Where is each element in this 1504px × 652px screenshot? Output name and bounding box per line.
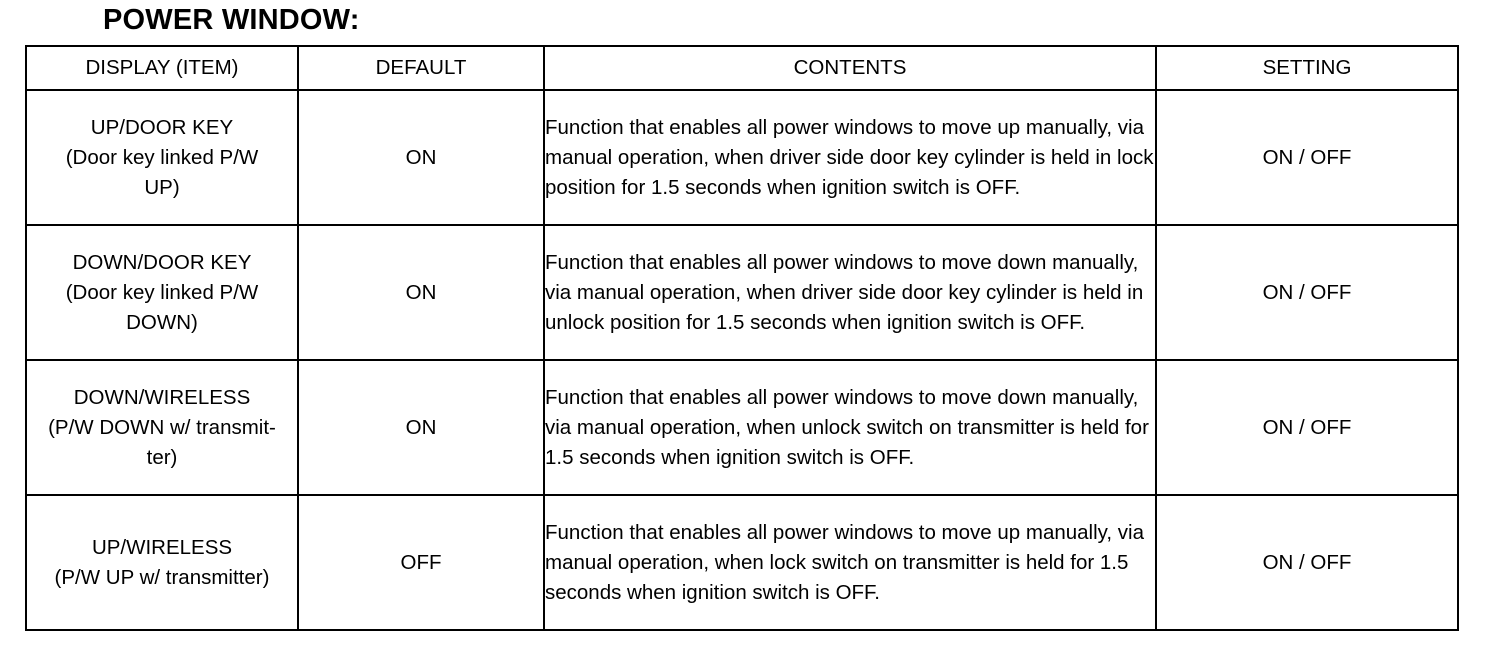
display-item-name: UP/DOOR KEY <box>90 115 234 139</box>
table-row <box>26 360 1458 495</box>
page-title: POWER WINDOW: <box>103 4 360 36</box>
default-value-cell: ON <box>298 225 544 360</box>
display-item-description: (Door key linked P/W <box>65 280 259 304</box>
display-item-description: (Door key linked P/W <box>65 145 259 169</box>
column-header-display: DISPLAY (ITEM) <box>26 46 298 90</box>
display-item-name: DOWN/WIRELESS <box>73 385 251 409</box>
display-item-description: (P/W DOWN w/ transmit- <box>48 415 276 439</box>
setting-options-cell: ON / OFF <box>1156 360 1458 495</box>
setting-options-cell: ON / OFF <box>1156 495 1458 630</box>
power-window-settings-table <box>25 45 1459 631</box>
column-header-setting: SETTING <box>1156 46 1458 90</box>
column-header-default: DEFAULT <box>298 46 544 90</box>
contents-cell: Function that enables all power windows to move down manually, via manual operation, when unlock switch on transmitter is held for 1.5 seconds when ignition switch is OFF. <box>544 360 1156 495</box>
default-value-cell: OFF <box>298 495 544 630</box>
default-value-cell: ON <box>298 360 544 495</box>
default-value-cell: ON <box>298 90 544 225</box>
display-item-cell <box>26 225 298 360</box>
contents-cell: Function that enables all power windows to move down manually, via manual operation, when driver side door key cylinder is held in unlock position for 1.5 seconds when ignition switch is OFF. <box>544 225 1156 360</box>
display-item-description-cont: UP) <box>144 175 180 199</box>
display-item-description-cont: ter) <box>146 445 178 469</box>
display-item-name: UP/WIRELESS <box>91 535 233 559</box>
display-item-cell <box>26 90 298 225</box>
setting-options-cell: ON / OFF <box>1156 90 1458 225</box>
table-row <box>26 90 1458 225</box>
setting-options-cell: ON / OFF <box>1156 225 1458 360</box>
display-item-cell <box>26 360 298 495</box>
column-header-contents: CONTENTS <box>544 46 1156 90</box>
table-row <box>26 495 1458 630</box>
display-item-description: (P/W UP w/ transmitter) <box>54 565 270 589</box>
display-item-name: DOWN/DOOR KEY <box>72 250 252 274</box>
table-row <box>26 225 1458 360</box>
display-item-cell <box>26 495 298 630</box>
contents-cell: Function that enables all power windows to move up manually, via manual operation, when lock switch on transmitter is held for 1.5 seconds when ignition switch is OFF. <box>544 495 1156 630</box>
table-header-row <box>26 46 1458 90</box>
display-item-description-cont: DOWN) <box>126 310 198 334</box>
contents-cell: Function that enables all power windows to move up manually, via manual operation, when driver side door key cylinder is held in lock position for 1.5 seconds when ignition switch is OFF. <box>544 90 1156 225</box>
